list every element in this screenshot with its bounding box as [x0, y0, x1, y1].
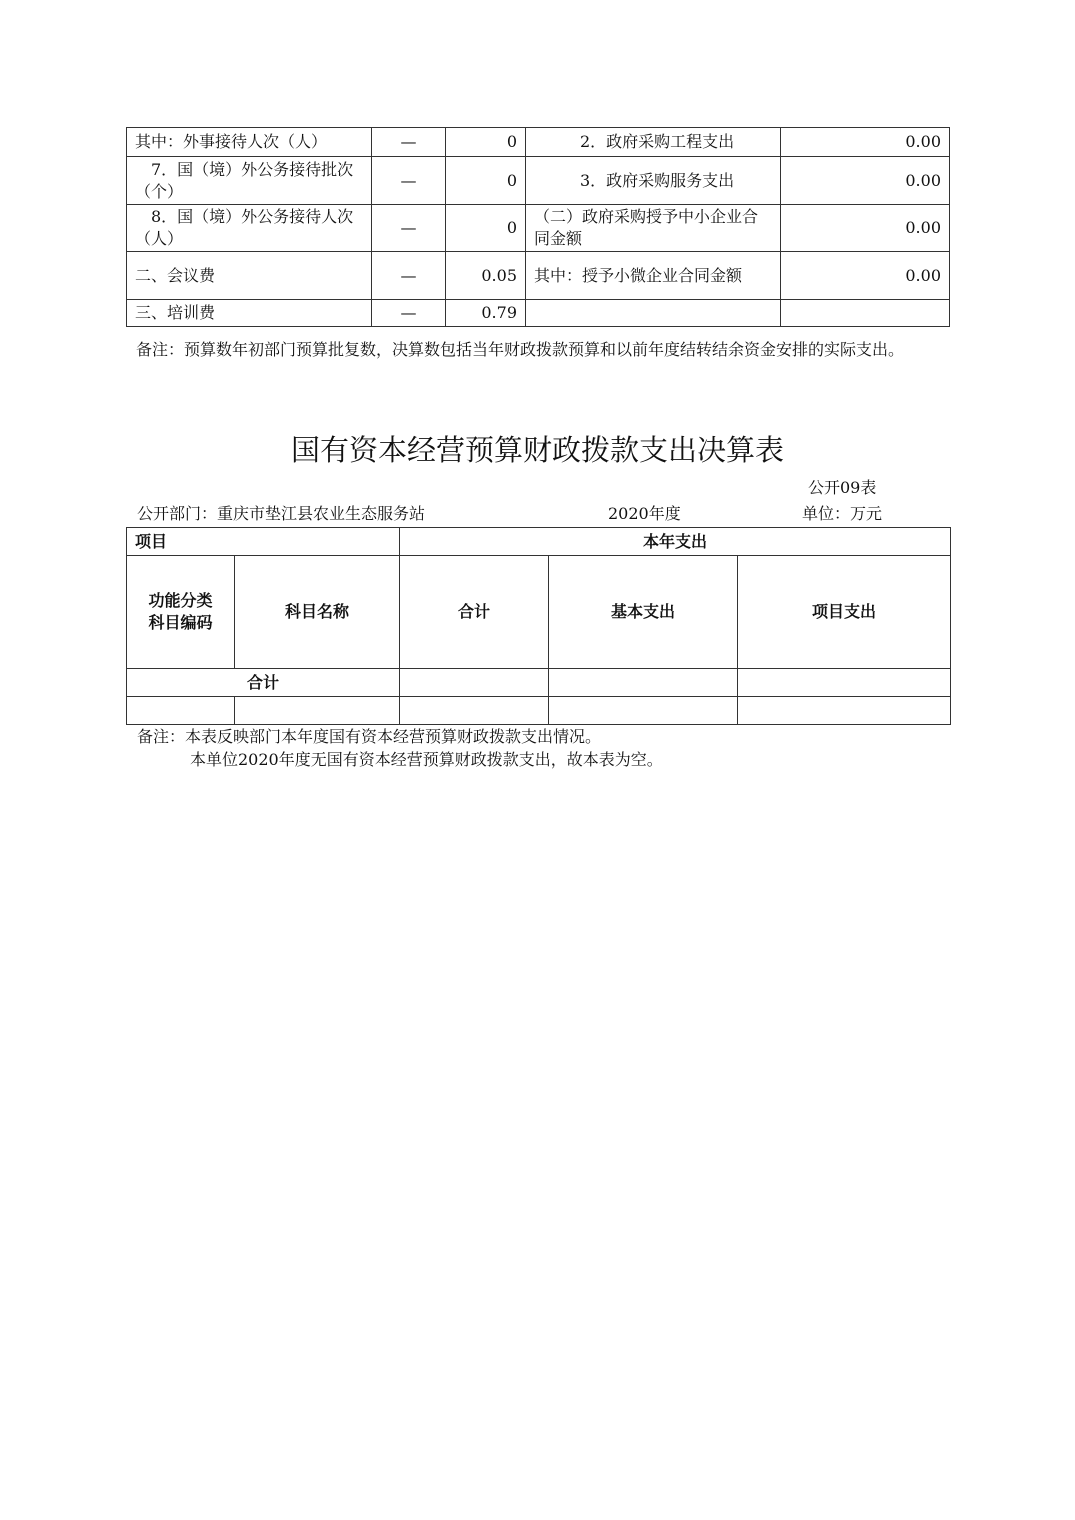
- total-row: [127, 669, 951, 697]
- basic-value: [549, 669, 738, 697]
- budget-expenditure-table: [126, 527, 951, 725]
- value-cell: 0.79: [446, 300, 526, 327]
- table-row: [127, 128, 950, 157]
- table-row: [127, 157, 950, 205]
- value-cell: 0: [446, 128, 526, 157]
- header-project: 项目支出: [738, 556, 951, 669]
- report-note-line-2: 本单位2020年度无国有资本经营预算财政拨款支出，故本表为空。: [190, 750, 663, 769]
- empty-cell: [127, 697, 235, 725]
- top-continuation-table: [126, 127, 950, 327]
- right-item-label: 3．政府采购服务支出: [526, 157, 781, 205]
- table-row: [127, 252, 950, 300]
- right-item-label: 2．政府采购工程支出: [526, 128, 781, 157]
- project-value: [738, 669, 951, 697]
- header-row: [127, 556, 951, 669]
- page-title: 国有资本经营预算财政拨款支出决算表: [290, 433, 784, 467]
- dash-cell: —: [372, 300, 446, 327]
- right-item-label: （二）政府采购授予中小企业合同金额: [526, 205, 781, 252]
- department-label: 公开部门：重庆市垫江县农业生态服务站: [137, 504, 426, 523]
- total-label: 合计: [127, 669, 400, 697]
- unit-label: 单位：万元: [802, 504, 883, 523]
- table-row: [127, 300, 950, 327]
- table-row: [127, 697, 951, 725]
- right-value-cell: 0.00: [781, 157, 950, 205]
- report-note-line-1: 备注：本表反映部门本年度国有资本经营预算财政拨款支出情况。: [137, 727, 602, 746]
- empty-cell: [400, 697, 549, 725]
- header-basic: 基本支出: [549, 556, 738, 669]
- dash-cell: —: [372, 205, 446, 252]
- table-number: 公开09表: [808, 478, 877, 497]
- right-value-cell: 0.00: [781, 205, 950, 252]
- empty-cell: [235, 697, 400, 725]
- item-label: 7．国（境）外公务接待批次（个）: [127, 157, 372, 205]
- dash-cell: —: [372, 128, 446, 157]
- header-current-year: 本年支出: [400, 528, 951, 556]
- empty-cell: [549, 697, 738, 725]
- item-label: 二、会议费: [127, 252, 372, 300]
- empty-cell: [738, 697, 951, 725]
- year-label: 2020年度: [608, 504, 681, 523]
- header-total: 合计: [400, 556, 549, 669]
- right-value-cell: 0.00: [781, 128, 950, 157]
- right-value-cell: [781, 300, 950, 327]
- value-cell: 0: [446, 205, 526, 252]
- right-value-cell: 0.00: [781, 252, 950, 300]
- item-label: 三、培训费: [127, 300, 372, 327]
- table-row: [127, 205, 950, 252]
- top-table-note: 备注：预算数年初部门预算批复数，决算数包括当年财政拨款预算和以前年度结转结余资金安排的实际支出。: [136, 340, 905, 359]
- value-cell: 0.05: [446, 252, 526, 300]
- item-label: 其中：外事接待人次（人）: [127, 128, 372, 157]
- header-name: 科目名称: [235, 556, 400, 669]
- right-item-label: [526, 300, 781, 327]
- value-cell: 0: [446, 157, 526, 205]
- header-row: [127, 528, 951, 556]
- header-code: 功能分类科目编码: [127, 556, 235, 669]
- header-item: 项目: [127, 528, 400, 556]
- dash-cell: —: [372, 157, 446, 205]
- right-item-label: 其中：授予小微企业合同金额: [526, 252, 781, 300]
- total-value: [400, 669, 549, 697]
- dash-cell: —: [372, 252, 446, 300]
- item-label: 8．国（境）外公务接待人次（人）: [127, 205, 372, 252]
